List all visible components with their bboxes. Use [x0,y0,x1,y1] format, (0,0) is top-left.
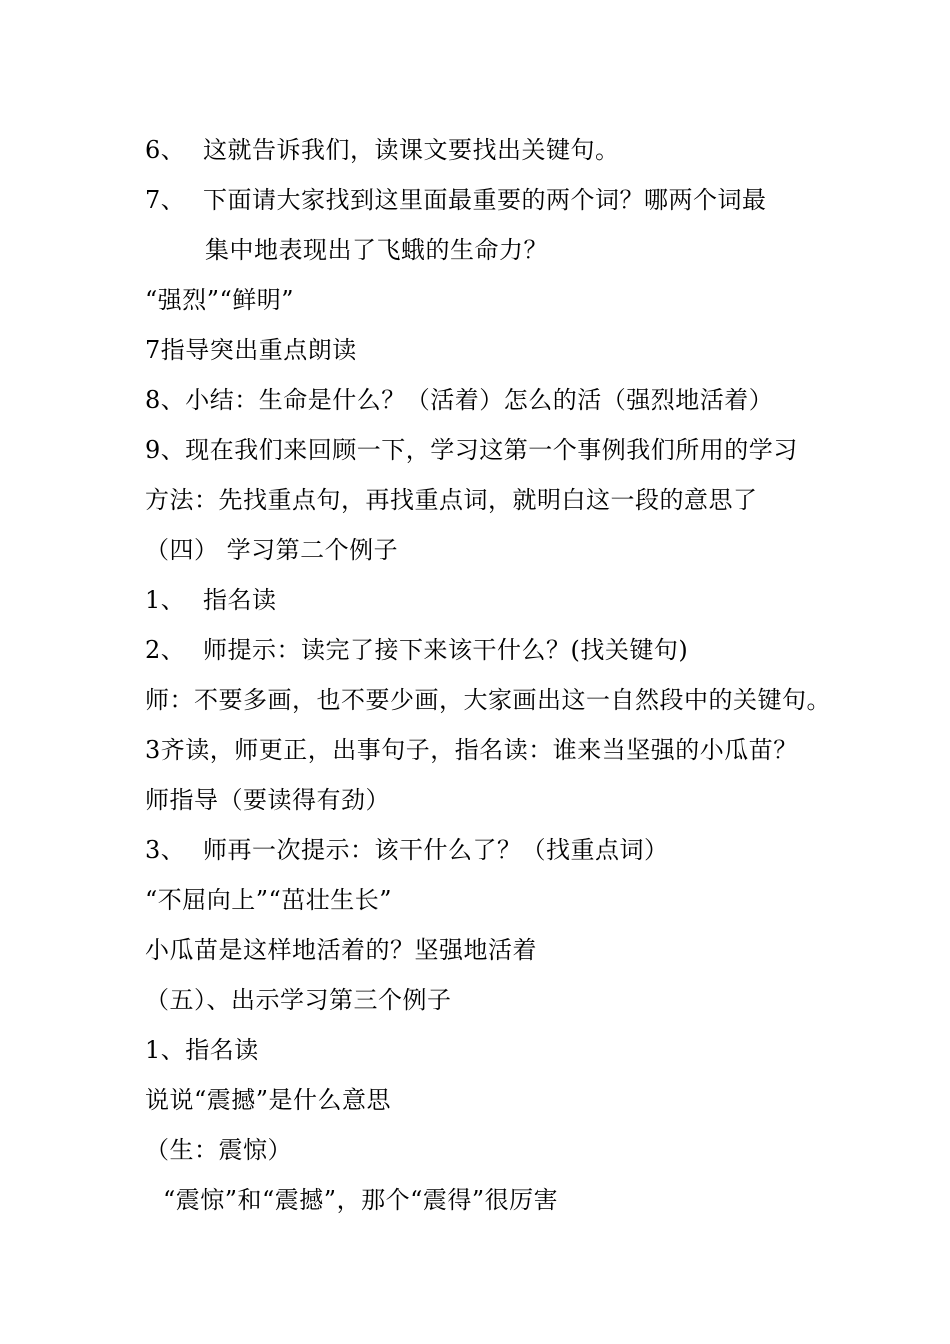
text-line [145,184,767,216]
text-line [145,934,537,966]
line-text: 小瓜苗是这样地活着的？坚强地活着 [145,936,537,964]
text-line [145,784,390,816]
text-line [145,434,798,466]
list-number: 2、 [145,636,186,664]
line-text: 说说“震撼”是什么意思 [145,1086,392,1114]
list-number: 6、 [145,136,186,164]
text-line [145,284,294,316]
line-text: （生：震惊） [145,1136,292,1164]
text-line [145,884,392,916]
text-line [145,484,758,516]
line-text: 师再一次提示：该干什么了？（找重点词） [203,836,669,864]
text-line [145,134,620,166]
line-text: 方法：先找重点句，再找重点词，就明白这一段的意思了 [145,486,758,514]
line-text: 1、指名读 [145,1036,259,1064]
text-line [145,1134,292,1166]
list-number: 3、 [145,836,186,864]
line-text: （四） 学习第二个例子 [145,536,399,564]
line-text: 7指导突出重点朗读 [145,336,357,364]
section-heading [145,534,398,566]
text-line [163,1184,558,1216]
line-text: “强烈”“鲜明” [145,286,295,314]
line-text: 师：不要多画，也不要少画，大家画出这一自然段中的关键句。 [145,686,831,714]
line-text: 集中地表现出了飞蛾的生命力？ [205,236,548,264]
list-number: 7、 [145,186,186,214]
text-line [145,584,277,616]
text-line [145,734,798,766]
line-text: 指名读 [203,586,277,614]
list-number: 1、 [145,586,186,614]
text-line [205,234,548,266]
line-text: “不屈向上”“茁壮生长” [145,886,393,914]
line-text: 师指导（要读得有劲） [145,786,390,814]
line-text: 下面请大家找到这里面最重要的两个词？哪两个词最 [203,186,767,214]
text-line [145,1034,259,1066]
line-text: 3齐读，师更正，出事句子，指名读：谁来当坚强的小瓜苗？ [145,736,798,764]
section-heading [145,984,452,1016]
text-line [145,684,831,716]
text-line [145,334,357,366]
line-text: 这就告诉我们，读课文要找出关键句。 [203,136,620,164]
line-text: 9、现在我们来回顾一下，学习这第一个事例我们所用的学习 [145,436,798,464]
text-line [145,384,773,416]
line-text: （五）、出示学习第三个例子 [145,986,452,1014]
text-line [145,1084,391,1116]
text-line [145,834,669,866]
text-line [145,634,688,666]
line-text: 8、小结：生命是什么？（活着）怎么的活（强烈地活着） [145,386,774,414]
line-text: “震惊”和“震撼”，那个“震得”很厉害 [163,1186,559,1214]
line-text: 师提示：读完了接下来该干什么？(找关键句) [203,636,689,664]
